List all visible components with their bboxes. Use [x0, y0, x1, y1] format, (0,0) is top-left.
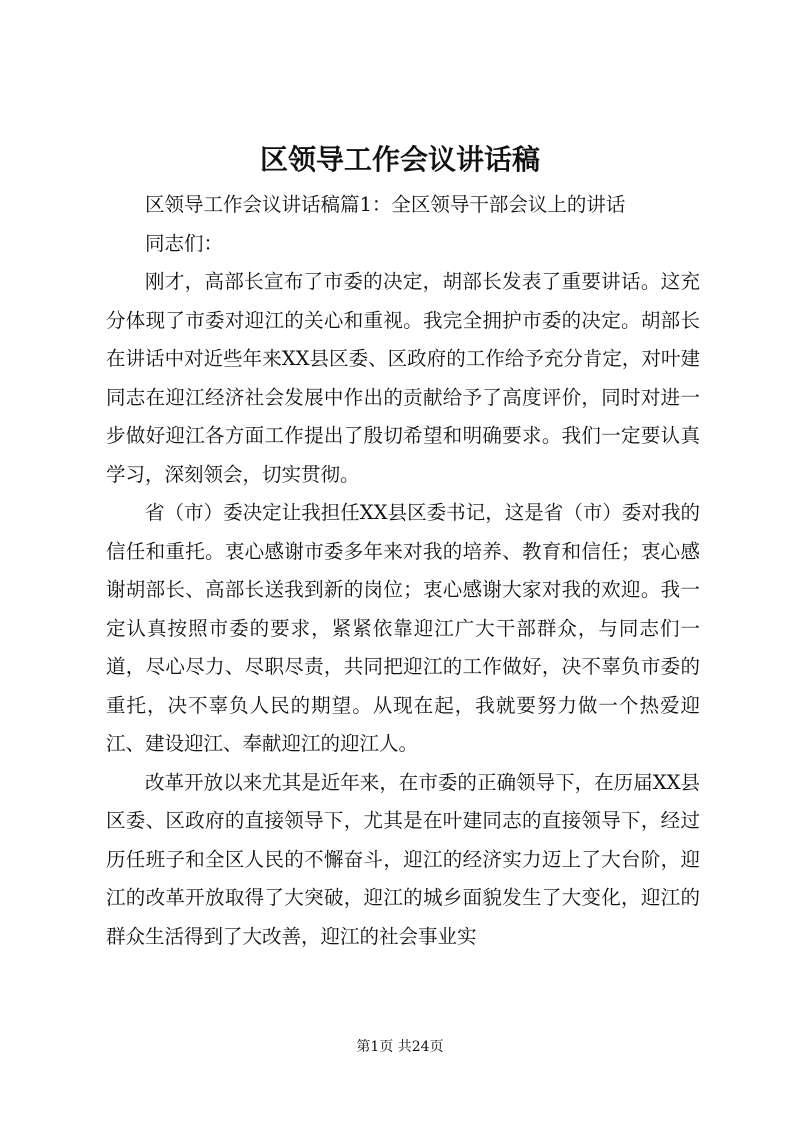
salutation: 同志们：	[145, 231, 224, 255]
paragraph: 改革开放以来尤其是近年来，在市委的正确领导下，在历届XX县区委、区政府的直接领导下，尤其是在叶建同志的直接领导下，经过历任班子和全区人民的不懈奋斗，迎江的经济实力迈上了大台阶，迎江的改革开放取得了大突破，迎江的城乡面貌发生了大变化，迎江的群众生活得到了大改善，迎江的社会事业实	[106, 770, 700, 948]
paragraph: 刚才，高部长宣布了市委的决定，胡部长发表了重要讲话。这充分体现了市委对迎江的关心和重视。我完全拥护市委的决定。胡部长在讲话中对近些年来XX县区委、区政府的工作给予充分肯定，对叶建同志在迎江经济社会发展中作出的贡献给予了高度评价，同时对进一步做好迎江各方面工作提出了殷切希望和明确要求。我们一定要认真学习，深刻领会，切实贯彻。	[106, 270, 700, 486]
section-heading: 区领导工作会议讲话稿篇1：全区领导干部会议上的讲话	[145, 193, 626, 216]
document-body	[106, 186, 700, 956]
paragraph: 省（市）委决定让我担任XX县区委书记，这是省（市）委对我的信任和重托。衷心感谢市委多年来对我的培养、教育和信任；衷心感谢胡部长、高部长送我到新的岗位；衷心感谢大家对我的欢迎。我一定认真按照市委的要求，紧紧依靠迎江广大干部群众，与同志们一道，尽心尽力、尽职尽责，共同把迎江的工作做好，决不辜负市委的重托，决不辜负人民的期望。从现在起，我就要努力做一个热爱迎江、建设迎江、奉献迎江的迎江人。	[106, 501, 700, 755]
page-number-footer: 第1页 共24页	[356, 1039, 444, 1055]
document-title: 区领导工作会议讲话稿	[259, 143, 540, 176]
